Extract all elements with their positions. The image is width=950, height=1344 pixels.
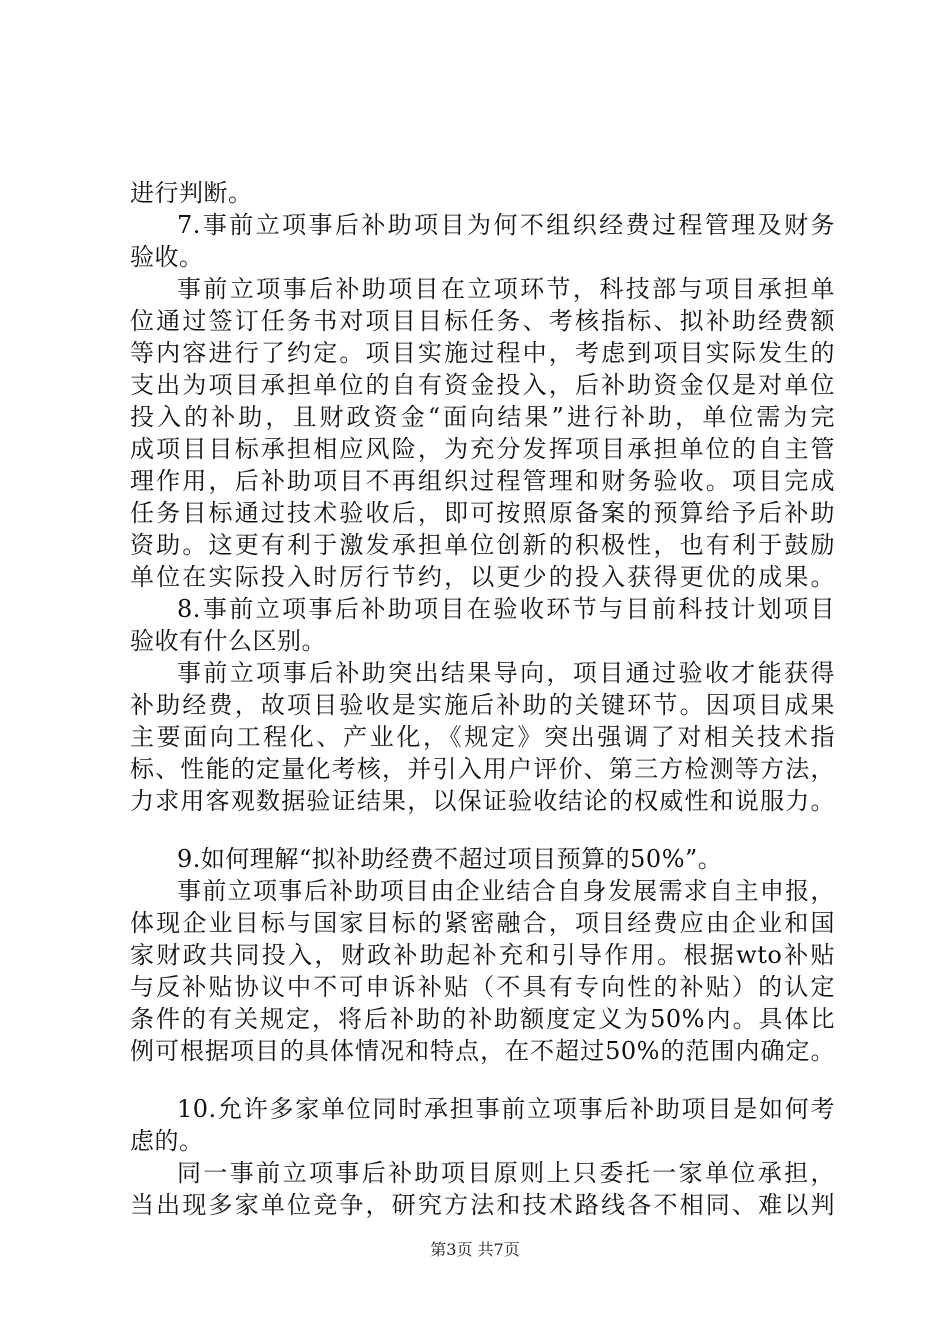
text-line: 验收。 <box>130 243 204 271</box>
page-footer: 第3页 共7页 <box>430 1240 520 1259</box>
text-line: 9.如何理解“拟补助经费不超过项目预算的50%”。 <box>177 845 723 873</box>
text-line: 投入的补助，且财政资金“面向结果”进行补助，单位需为完 <box>130 403 835 431</box>
text-line: 主要面向工程化、产业化，《规定》突出强调了对相关技术指 <box>130 723 835 751</box>
text-line: 例可根据项目的具体情况和特点，在不超过50%的范围内确定。 <box>130 1037 835 1065</box>
text-line: 虑的。 <box>130 1127 204 1155</box>
text-line: 任务目标通过技术验收后，即可按照原备案的预算给予后补助 <box>130 499 835 527</box>
text-line: 当出现多家单位竞争，研究方法和技术路线各不相同、难以判 <box>130 1191 835 1219</box>
text-line: 位通过签订任务书对项目目标任务、考核指标、拟补助经费额 <box>130 307 835 335</box>
text-line: 标、性能的定量化考核，并引入用户评价、第三方检测等方法， <box>130 755 835 783</box>
text-line: 单位在实际投入时厉行节约，以更少的投入获得更优的成果。 <box>130 563 835 591</box>
text-line: 力求用客观数据验证结果，以保证验收结论的权威性和说服力。 <box>130 787 835 815</box>
text-line: 事前立项事后补助项目在立项环节，科技部与项目承担单 <box>177 275 835 303</box>
text-line: 8.事前立项事后补助项目在验收环节与目前科技计划项目 <box>177 595 835 623</box>
text-line: 理作用，后补助项目不再组织过程管理和财务验收。项目完成 <box>130 467 835 495</box>
text-line: 家财政共同投入，财政补助起补充和引导作用。根据wto补贴 <box>130 941 835 969</box>
text-line: 验收有什么区别。 <box>130 627 326 655</box>
text-line: 10.允许多家单位同时承担事前立项事后补助项目是如何考 <box>177 1095 835 1123</box>
text-line: 与反补贴协议中不可申诉补贴（不具有专向性的补贴）的认定 <box>130 973 835 1001</box>
text-line: 事前立项事后补助项目由企业结合自身发展需求自主申报， <box>177 877 835 905</box>
text-line: 同一事前立项事后补助项目原则上只委托一家单位承担， <box>177 1159 835 1187</box>
text-line: 资助。这更有利于激发承担单位创新的积极性，也有利于鼓励 <box>130 531 835 559</box>
text-line: 事前立项事后补助突出结果导向，项目通过验收才能获得 <box>177 659 835 687</box>
text-line: 等内容进行了约定。项目实施过程中，考虑到项目实际发生的 <box>130 339 835 367</box>
text-line: 支出为项目承担单位的自有资金投入，后补助资金仅是对单位 <box>130 371 835 399</box>
text-line: 进行判断。 <box>130 179 253 207</box>
text-line: 补助经费，故项目验收是实施后补助的关键环节。因项目成果 <box>130 691 835 719</box>
text-line: 7.事前立项事后补助项目为何不组织经费过程管理及财务 <box>177 211 835 239</box>
text-line: 体现企业目标与国家目标的紧密融合，项目经费应由企业和国 <box>130 909 835 937</box>
text-line: 条件的有关规定，将后补助的补助额度定义为50%内。具体比 <box>130 1005 835 1033</box>
text-line: 成项目目标承担相应风险，为充分发挥项目承担单位的自主管 <box>130 435 835 463</box>
